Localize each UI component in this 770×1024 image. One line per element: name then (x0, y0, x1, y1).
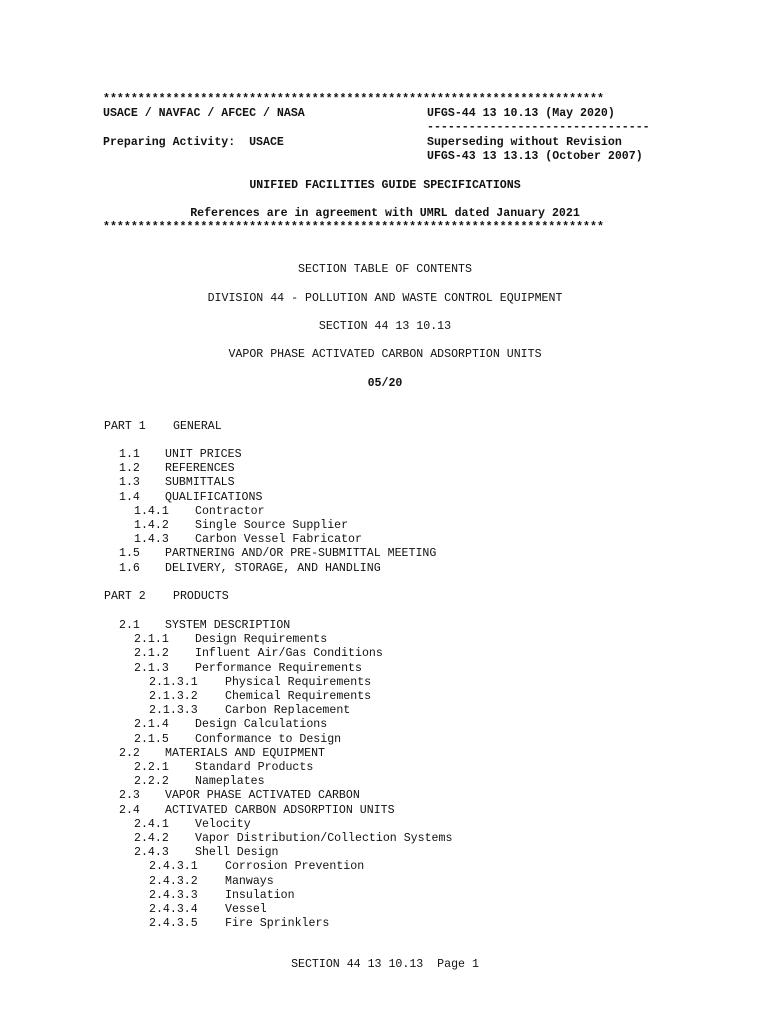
page-footer: SECTION 44 13 10.13 Page 1 (291, 958, 479, 971)
division-title: DIVISION 44 - POLLUTION AND WASTE CONTROL EQUIPMENT (207, 292, 563, 305)
part1-label: PART 1 (104, 420, 146, 433)
toc-item-number: 2.1.3.2 (149, 690, 198, 703)
toc-item-title: UNIT PRICES (165, 448, 242, 461)
toc-item-title: Performance Requirements (195, 661, 362, 675)
section-name: VAPOR PHASE ACTIVATED CARBON ADSORPTION UNITS (228, 348, 542, 361)
header-dashes: -------------------------------- (427, 121, 650, 134)
toc-item-title: Velocity (195, 817, 251, 831)
toc-item-number: 2.1.3 (134, 661, 169, 675)
toc-item-number: 1.3 (119, 476, 140, 490)
toc-item-title: Standard Products (195, 761, 314, 774)
toc-item-title: Vessel (225, 903, 267, 916)
toc-item-number: 2.4.2 (134, 832, 169, 845)
toc-item-number: 1.4.2 (134, 519, 169, 532)
agencies-label: USACE / NAVFAC / AFCEC / NASA (103, 107, 305, 120)
part2-title: PRODUCTS (173, 590, 229, 603)
toc-item-title: Chemical Requirements (225, 690, 372, 703)
toc-item-title: PARTNERING AND/OR PRE-SUBMITTAL MEETING (165, 547, 437, 561)
toc-item-title: Manways (225, 874, 274, 888)
toc-item-title: Carbon Replacement (225, 704, 351, 718)
toc-item-title: Design Requirements (195, 633, 328, 647)
toc-item-title: Nameplates (195, 775, 265, 789)
toc-item-number: 2.1.5 (134, 732, 169, 746)
guide-title: UNIFIED FACILITIES GUIDE SPECIFICATIONS (249, 179, 521, 192)
toc-item-number: 1.1 (119, 448, 140, 461)
toc-item-title: SYSTEM DESCRIPTION (165, 619, 291, 632)
toc-title: SECTION TABLE OF CONTENTS (298, 263, 472, 276)
toc-item-number: 2.1.4 (134, 718, 169, 732)
header-stars-top: ************************************************************************ (103, 93, 604, 106)
toc-item-title: SUBMITTALS (165, 476, 235, 490)
toc-item-title: REFERENCES (165, 462, 235, 476)
toc-item-number: 1.6 (119, 561, 140, 575)
toc-item-number: 2.1.3.3 (149, 704, 198, 718)
toc-item-title: MATERIALS AND EQUIPMENT (165, 746, 326, 760)
toc-item-number: 2.4 (119, 803, 140, 817)
toc-item-title: QUALIFICATIONS (165, 490, 263, 504)
toc-item-number: 2.1 (119, 619, 140, 632)
toc-item-title: VAPOR PHASE ACTIVATED CARBON (165, 789, 360, 803)
toc-item-number: 2.4.3.4 (149, 903, 198, 916)
toc-item-title: Corrosion Prevention (225, 860, 365, 874)
header-stars-bottom: ************************************************************************ (103, 221, 604, 234)
superseded-id: UFGS-43 13 13.13 (October 2007) (427, 150, 643, 163)
toc-item-title: Influent Air/Gas Conditions (195, 647, 383, 661)
toc-item-title: Design Calculations (195, 718, 328, 732)
part2-label: PART 2 (104, 590, 146, 603)
toc-item-title: Vapor Distribution/Collection Systems (195, 832, 453, 845)
toc-item-title: Fire Sprinklers (225, 917, 330, 931)
part1-title: GENERAL (173, 420, 222, 433)
toc-item-number: 2.4.3 (134, 846, 169, 860)
ufgs-id: UFGS-44 13 10.13 (May 2020) (427, 107, 615, 120)
toc-item-title: Physical Requirements (225, 675, 372, 689)
toc-item-title: DELIVERY, STORAGE, AND HANDLING (165, 561, 381, 575)
toc-item-number: 1.2 (119, 462, 140, 476)
toc-item-number: 1.5 (119, 547, 140, 561)
toc-item-number: 2.2 (119, 746, 140, 760)
toc-item-number: 2.1.2 (134, 647, 169, 661)
toc-item-title: Contractor (195, 504, 265, 518)
toc-item-number: 2.1.3.1 (149, 675, 198, 689)
references-note: References are in agreement with UMRL dated January 2021 (190, 207, 580, 220)
toc-item-title: Carbon Vessel Fabricator (195, 533, 362, 547)
toc-item-number: 1.4.3 (134, 533, 169, 547)
toc-item-title: Conformance to Design (195, 732, 342, 746)
toc-item-number: 2.3 (119, 789, 140, 803)
toc-item-number: 2.2.1 (134, 761, 169, 774)
section-date: 05/20 (367, 377, 403, 390)
superseding-note: Superseding without Revision (427, 136, 622, 149)
preparing-activity: Preparing Activity: USACE (103, 136, 284, 149)
toc-item-number: 2.4.1 (134, 817, 169, 831)
toc-item-number: 2.4.3.3 (149, 888, 198, 902)
toc-item-number: 2.4.3.1 (149, 860, 198, 874)
toc-item-number: 2.2.2 (134, 775, 169, 789)
toc-item-number: 2.4.3.5 (149, 917, 198, 931)
toc-item-number: 2.1.1 (134, 633, 169, 647)
toc-item-number: 1.4 (119, 490, 140, 504)
toc-item-title: Shell Design (195, 846, 279, 860)
toc-item-title: Insulation (225, 888, 295, 902)
toc-item-title: Single Source Supplier (195, 519, 349, 532)
toc-item-title: ACTIVATED CARBON ADSORPTION UNITS (165, 803, 395, 817)
toc-item-number: 1.4.1 (134, 504, 169, 518)
section-number: SECTION 44 13 10.13 (318, 320, 452, 333)
toc-item-number: 2.4.3.2 (149, 874, 198, 888)
